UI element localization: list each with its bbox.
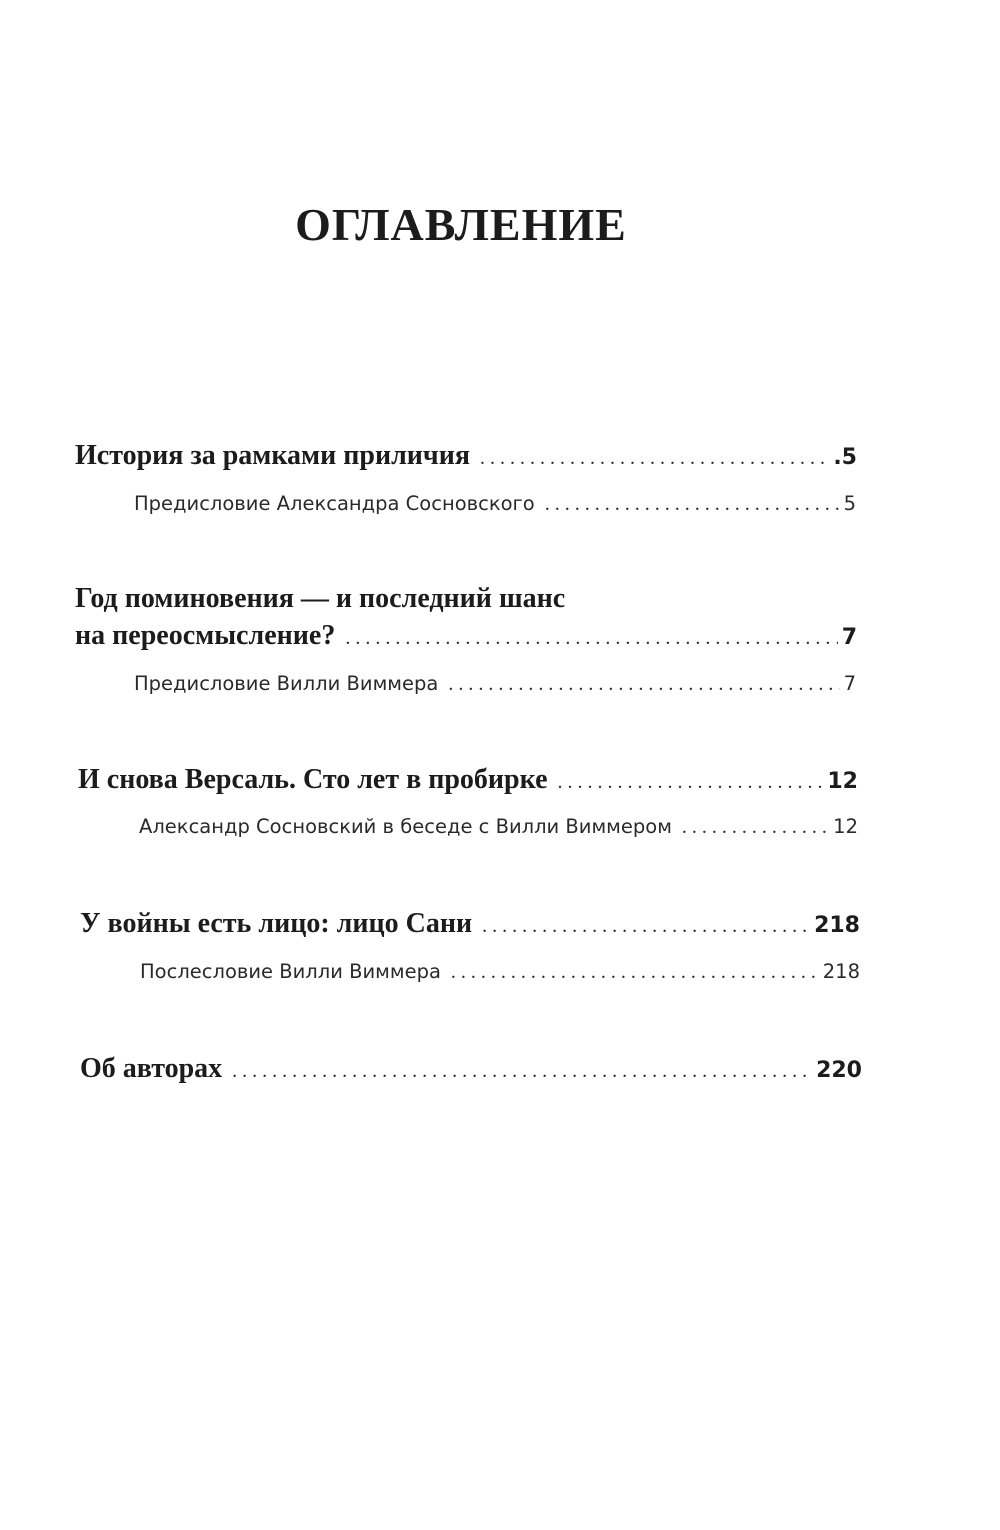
toc-subentry-page: 5 (843, 492, 856, 515)
toc-entry-page: 218 (814, 913, 860, 938)
toc-subentry (134, 492, 856, 516)
dot-leader (451, 961, 819, 984)
toc-entry-page: 220 (816, 1058, 862, 1083)
toc-subentry-page: 7 (843, 672, 856, 695)
toc-entry-title: Об авторах (80, 1053, 223, 1084)
dot-leader (545, 493, 840, 516)
toc-entry-page: 7 (841, 625, 857, 650)
toc-subentry (139, 815, 858, 839)
toc-entry-page: .5 (833, 445, 857, 470)
toc-entry (80, 1053, 862, 1085)
dot-leader (448, 673, 839, 696)
toc-entry-title-continued: на переосмысление? (75, 620, 336, 651)
toc-entry-title: И снова Версаль. Сто лет в пробирке (78, 764, 548, 795)
toc-subentry-title: Александр Сосновский в беседе с Вилли Виммером (139, 815, 672, 838)
toc-subentry-page: 12 (833, 815, 858, 838)
toc-subentry (140, 960, 860, 984)
dot-leader (345, 627, 837, 650)
toc-entry-title: У войны есть лицо: лицо Сани (80, 908, 473, 939)
dot-leader (558, 771, 824, 794)
page-title: ОГЛАВЛЕНИЕ (295, 199, 627, 250)
toc-entry-title: История за рамками приличия (75, 440, 471, 471)
toc-entry (75, 440, 857, 472)
toc-subentry-title: Предисловие Александра Сосновского (134, 492, 535, 515)
dot-leader (232, 1060, 812, 1083)
toc-entry (78, 764, 858, 796)
toc-subentry-title: Послесловие Вилли Виммера (140, 960, 441, 983)
toc-subentry-title: Предисловие Вилли Виммера (134, 672, 439, 695)
toc-subentry-page: 218 (822, 960, 860, 983)
toc-entry-page: 12 (827, 769, 858, 794)
dot-leader (480, 447, 829, 470)
dot-leader (482, 915, 810, 938)
toc-subentry (134, 672, 856, 696)
dot-leader (682, 816, 829, 839)
toc-entry (75, 620, 857, 652)
toc-entry (80, 908, 860, 940)
toc-entry-title: Год поминовения — и последний шанс (75, 583, 566, 614)
